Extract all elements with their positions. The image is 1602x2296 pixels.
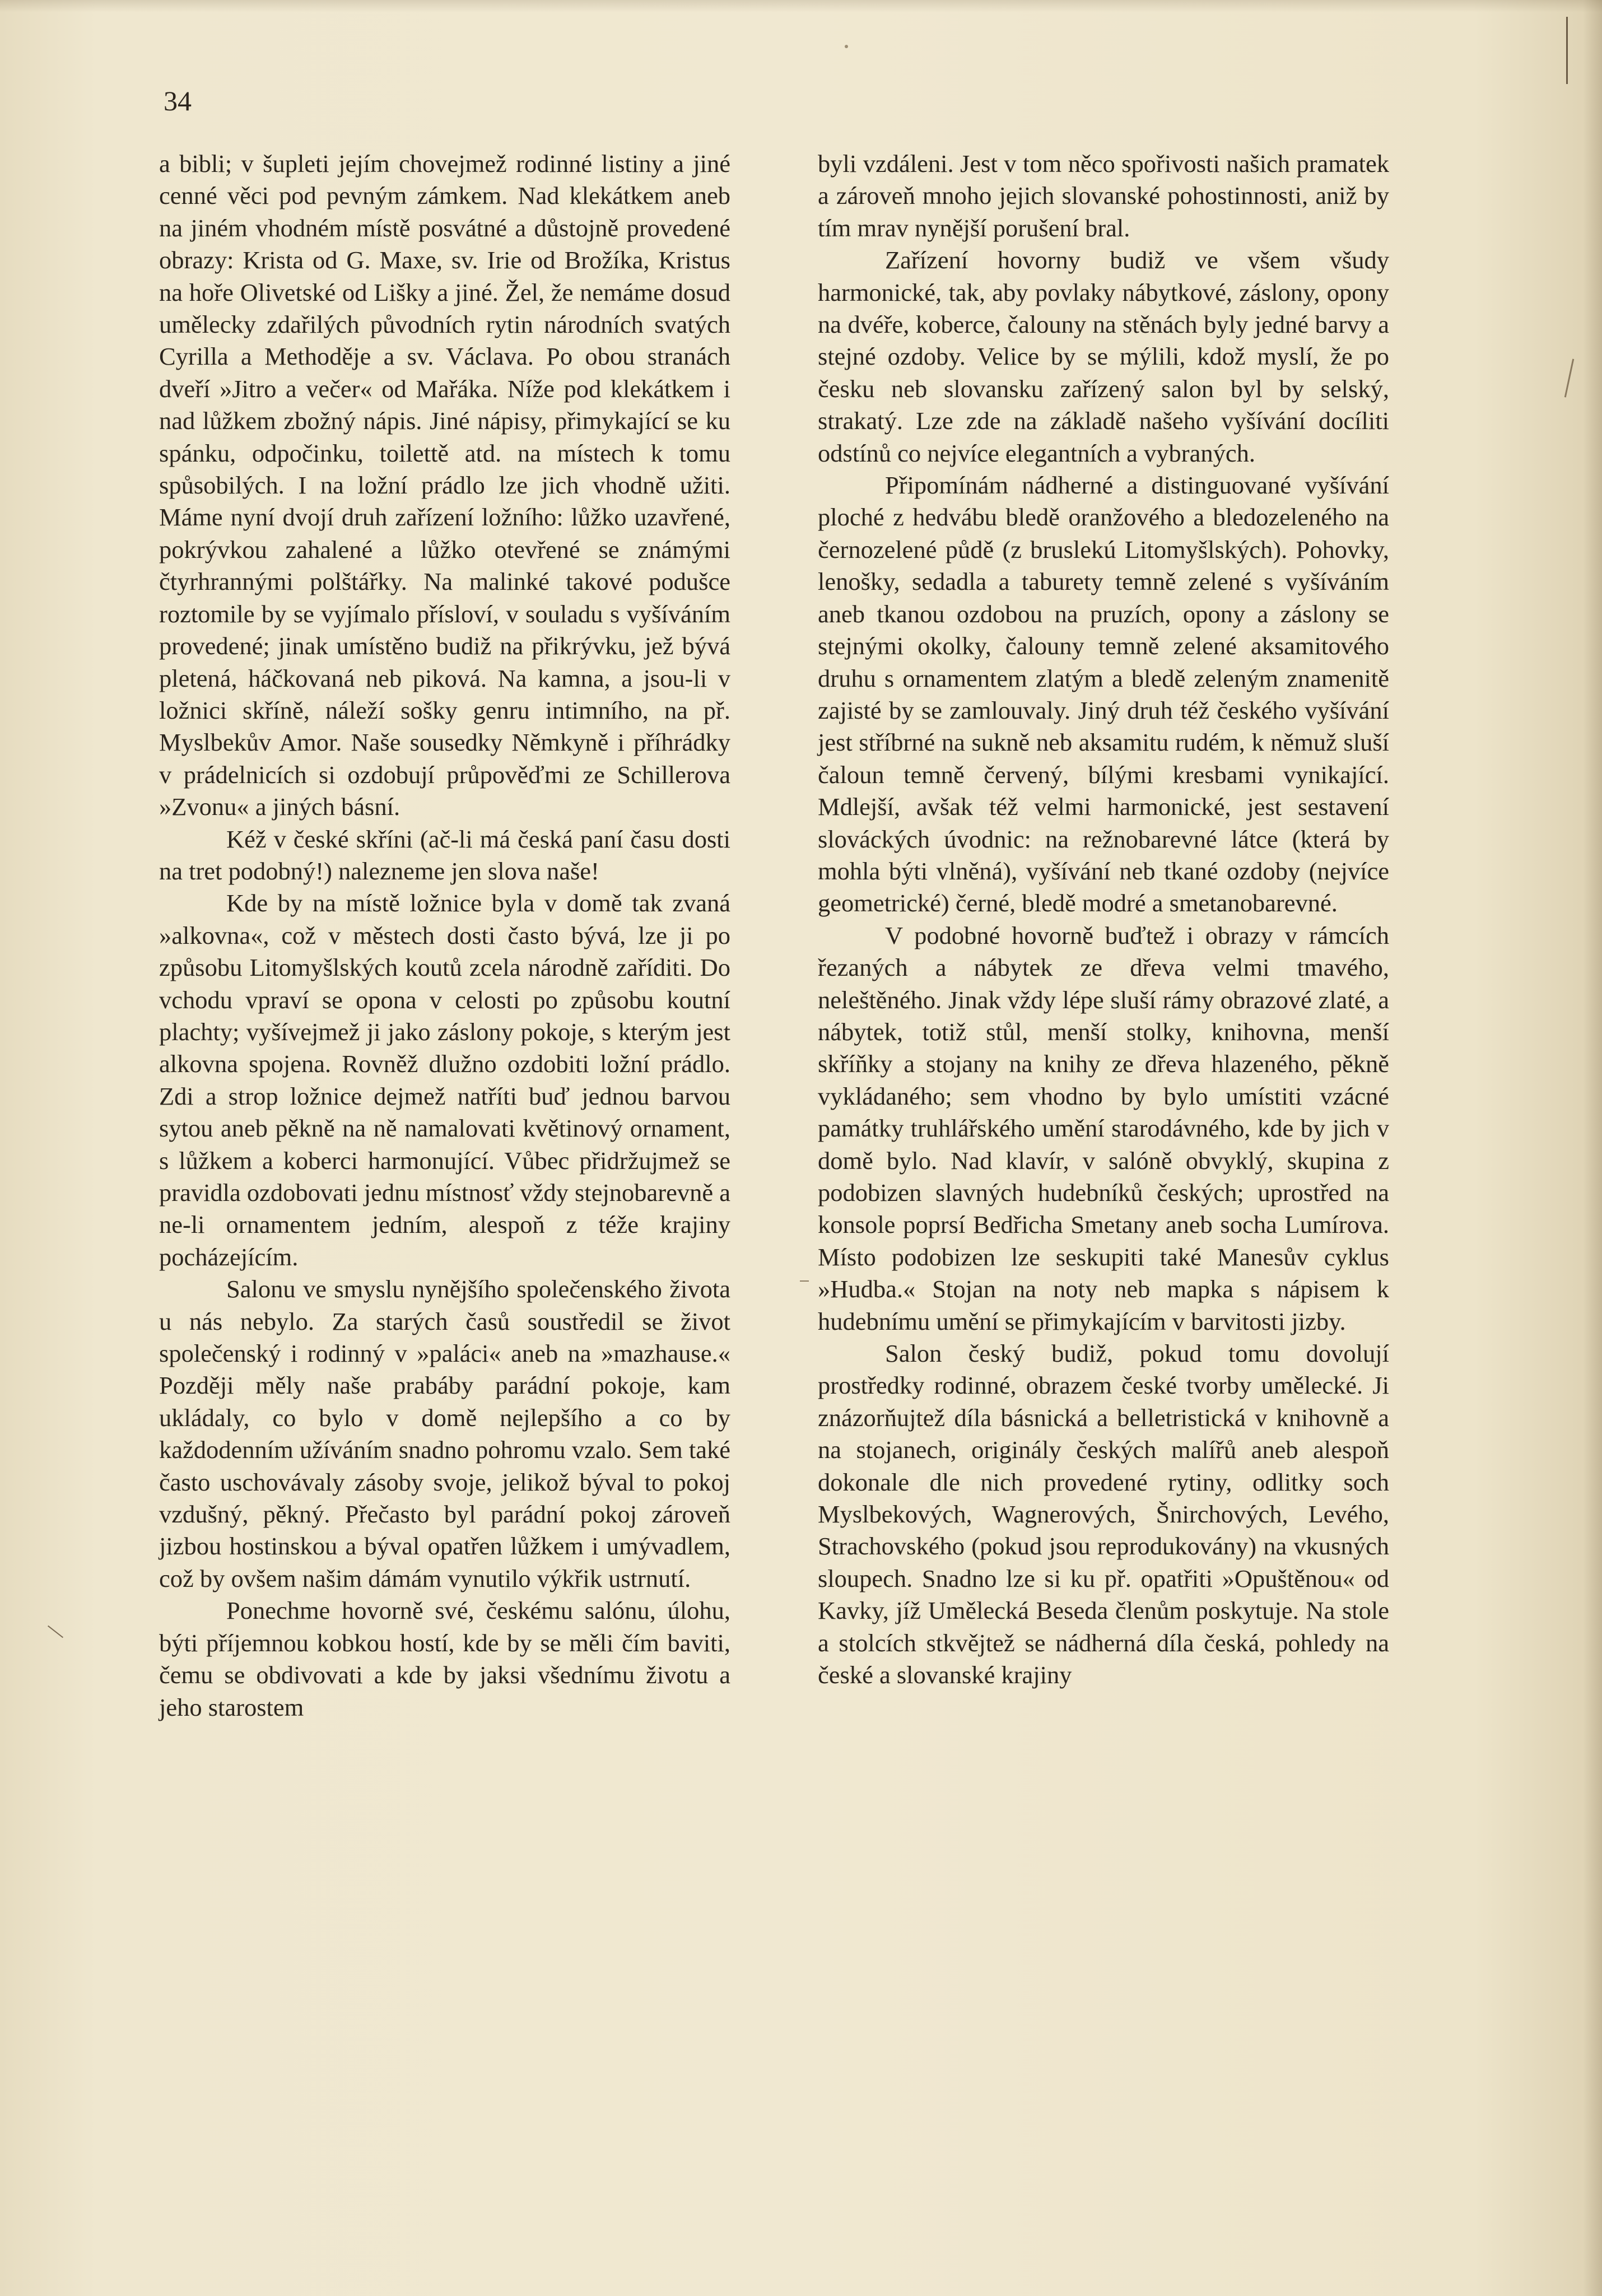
paragraph: Salonu ve smyslu nynějšího společenského života u nás nebylo. Za starých časů soustředil se život společenský i rodinný v »paláci« aneb na »mazhause.« Později měly naše prabáby parádní pokoje, kam ukládaly, co bylo v domě nejlepšího a co by každodenním užíváním snadno pohromu vzalo. Sem také často uschovávaly zásoby svoje, jelikož býval to pokoj vzdušný, pěkný. Přečasto byl parádní pokoj zároveň jizbou hostinskou a býval opatřen lůžkem i umývadlem, což by ovšem našim dámám vynutilo výkřik ustrnutí.: [159, 1275, 730, 1592]
paragraph: Ponechme hovorně své, českému salónu, úlohu, býti příjemnou kobkou hostí, kde by se měli čím baviti, čemu se obdivovati a kde by jaksi všednímu životu a jeho starostem: [159, 1596, 730, 1721]
margin-dash-mark: [800, 1280, 809, 1282]
paragraph: a bibli; v šupleti jejím chovejmež rodinné listiny a jiné cenné věci pod pevným zámkem. Nad klekátkem aneb na jiném vhodném místě posvátné a důstojně provedené obrazy: Krista od G. Maxe, sv. Irie od Brožíka, Kristus na hoře Olivetské od Lišky a jiné. Žel, že nemáme dosud umělecky zdařilých původních rytin národních svatých Cyrilla a Methoděje a sv. Václava. Po obou stranách dveří »Jitro a večer« od Mařáka. Níže pod klekátkem i nad lůžkem zbožný nápis. Jiné nápisy, přimykající se ku spánku, odpočinku, toilettě atd. na místech k tomu spůsobilých. I na ložní prádlo lze jich vhodně užiti. Máme nyní dvojí druh zařízení ložního: lůžko uzavřené, pokrývkou zahalené a lůžko otevřené se známými čtyrhrannými polštářky. Na malinké takové podušce roztomile by se vyjímalo přísloví, v souladu s vyšíváním provedené; jinak umístěno budiž na přikrývku, jež bývá pletená, háčkovaná neb piková. Na kamna, a jsou-li v ložnici skříně, náleží sošky genru intimního, na př. Myslbekův Amor. Naše sousedky Němkyně i příhrádky v prádelnicích si ozdobují průpověďmi ze Schillerova »Zvonu« a jiných básní.: [159, 150, 730, 821]
paper-edge-mark: [1566, 17, 1568, 84]
paragraph: Kéž v české skříni (ač-li má česká paní času dosti na tret podobný!) nalezneme jen slova naše!: [159, 825, 730, 885]
right-column: [818, 148, 1389, 1692]
left-column: [159, 148, 730, 1724]
page-top-shadow: [0, 0, 1602, 12]
page-number: 34: [164, 85, 192, 117]
paragraph: Zařízení hovorny budiž ve všem všudy harmonické, tak, aby povlaky nábytkové, záslony, opony na dvéře, koberce, čalouny na stěnách byly jedné barvy a stejné ozdoby. Velice by se mýlili, kdož myslí, že po česku neb slovansku zařízený salon byl by selský, strakatý. Lze zde na základě našeho vyšívání docíliti odstínů co nejvíce elegantních a vybraných.: [818, 246, 1389, 467]
paragraph: byli vzdáleni. Jest v tom něco spořivosti našich pramatek a zároveň mnoho jejich slovanské pohostinnosti, aniž by tím mrav nynější porušení bral.: [818, 150, 1389, 242]
paragraph: Připomínám nádherné a distinguované vyšívání ploché z hedvábu bledě oranžového a bledozeleného na černozelené půdě (z bruslekú Litomyšlských). Pohovky, lenošky, sedadla a taburety temně zelené s vyšíváním aneb tkanou ozdobou na pruzích, opony a záslony se stejnými okolky, čalouny temně zelené aksamitového druhu s ornamentem zlatým a bledě zeleným znamenitě zajisté by se zamlouvaly. Jiný druh též českého vyšívání jest stříbrné na sukně neb aksamitu rudém, k němuž sluší čaloun temně červený, bílými kresbami vynikající. Mdlejší, avšak též velmi harmonické, jest sestavení slováckých úvodnic: na režnobarevné látce (která by mohla býti vlněná), vyšívání neb tkané ozdoby (nejvíce geometrické) černé, bledě modré a smetanobarevné.: [818, 471, 1389, 918]
paragraph: Kde by na místě ložnice byla v domě tak zvaná »alkovna«, což v městech dosti často bývá, lze ji po způsobu Litomyšlských koutů zcela národně zaříditi. Do vchodu vpraví se opona v celosti po způsobu koutní plachty; vyšívejmež ji jako záslony pokoje, s kterým jest alkovna spojena. Rovněž dlužno ozdobiti ložní prádlo. Zdi a strop ložnice dejmež natříti buď jednou barvou sytou aneb pěkně na ně namalovati květinový ornament, s lůžkem a koberci harmonující. Vůbec přidržujmež se pravidla ozdobovati jednu místnosť vždy stejnobarevně a ne-li ornamentem jedním, alespoň z téže krajiny pocházejícím.: [159, 889, 731, 1271]
paper-speck: [845, 45, 848, 48]
paragraph: Salon český budiž, pokud tomu dovolují prostředky rodinné, obrazem české tvorby umělecké. Ji znázorňujtež díla básnická a belletristická v knihovně a na stojanech, originály českých malířů aneb alespoň dokonale dle nich provedené rytiny, odlitky soch Myslbekových, Wagnerových, Šnirchových, Levého, Strachovského (pokud jsou reprodukovány) na vkusných sloupech. Snadno lze si ku př. opatřiti »Opuštěnou« od Kavky, jíž Umělecká Beseda členům poskytuje. Na stole a stolcích stkvějtež se nádherná díla česká, pohledy na české a slovanské krajiny: [818, 1339, 1389, 1689]
page-right-shadow: [1583, 0, 1602, 2296]
paragraph: V podobné hovorně buďtež i obrazy v rámcích řezaných a nábytek ze dřeva velmi tmavého, neleštěného. Jinak vždy lépe sluší rámy obrazové zlaté, a nábytek, totiž stůl, menší stolky, knihovna, menší skříňky a stojany na knihy ze dřeva hlazeného, pěkně vykládaného; sem vhodno by bylo umístiti vzácné památky truhlářského umění starodávného, kde by jich v domě bylo. Nad klavír, v salóně obvyklý, skupina z podobizen slavných hudebníků českých; uprostřed na konsole poprsí Bedřicha Smetany aneb socha Lumírova. Místo podobizen lze seskupiti také Manesův cyklus »Hudba.« Stojan na noty neb mapka s nápisem k hudebnímu umění se přimykajícím v barvitosti jizby.: [818, 921, 1389, 1335]
